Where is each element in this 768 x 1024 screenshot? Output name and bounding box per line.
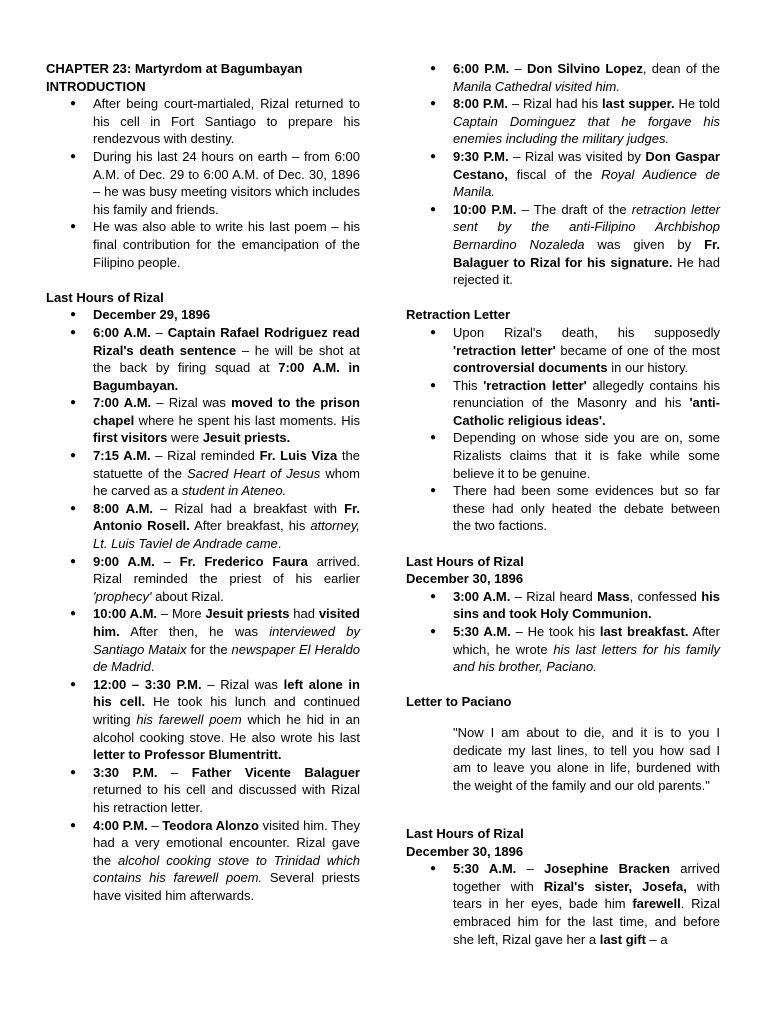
text-run: – [509, 61, 527, 76]
text-run: for the [186, 641, 232, 657]
text-run: He was also able to write his last poem – his final contribution for the emancipation of the Filipino people. [93, 219, 360, 270]
text-run: 7:15 A.M. [93, 448, 151, 464]
retraction-heading: Retraction Letter [406, 307, 511, 323]
text-run: Don Gaspar Cestano, [453, 148, 720, 182]
text-run: After then, he was [119, 624, 270, 639]
text-run: 3:30 P.M. [93, 764, 158, 780]
text-run: was given by [584, 236, 705, 252]
list-item [406, 623, 720, 676]
text-run: interviewed by Santiago Mataix [93, 624, 360, 657]
text-run: 6:00 P.M. [453, 61, 510, 76]
intro-list [46, 95, 360, 271]
text-run: which he hid in an alcohol cooking stove. He also wrote his last [93, 711, 361, 745]
text-run: 6:00 A.M. [93, 324, 151, 340]
text-run: 12:00 – 3:30 P.M. [93, 676, 202, 692]
text-run: fiscal of the [507, 166, 602, 182]
last-hours-heading-2: Last Hours of Rizal [406, 553, 524, 569]
list-item [406, 148, 720, 201]
list-item [406, 95, 720, 148]
text-run: arrived. Rizal reminded the priest of his earlier [93, 553, 360, 587]
text-run: Fr. Antonio Rosell. [93, 500, 361, 534]
text-run: retraction letter sent by the anti-Filipino Archbishop Bernardino Nozaleda [453, 201, 720, 252]
text-run: This [453, 377, 484, 393]
text-run: Jesuit priests. [202, 430, 291, 446]
list-item [46, 447, 360, 500]
text-run: Manila Cathedral visited him. [453, 78, 620, 94]
evening-events-list [406, 60, 720, 289]
list-item [46, 95, 360, 148]
text-run: – More [157, 606, 206, 622]
list-item [406, 201, 720, 289]
text-run: He had rejected it. [453, 254, 720, 288]
text-run: Josephine Bracken [544, 861, 670, 877]
text-run: became of one of the most [555, 342, 721, 358]
text-run: Royal Audience de Manila. [453, 166, 720, 200]
text-run: alcohol cooking stove to Trinidad which contains his farewell poem. [93, 852, 361, 886]
text-run: December 29, 1896 [93, 307, 211, 323]
list-item [406, 860, 720, 948]
text-run: allegedly contains his renunciation of the Masonry and his [453, 377, 720, 411]
text-run: – Rizal heard [510, 588, 598, 604]
text-run: attorney, Lt. Luis Taviel de Andrade came [93, 518, 360, 552]
text-run: – [157, 764, 192, 780]
text-run: He told [674, 96, 720, 112]
text-run: – he will be shot at the back by firing squad at [93, 342, 360, 376]
text-run: After which, he wrote [453, 624, 720, 657]
list-item [46, 324, 360, 394]
text-run: – [147, 817, 163, 833]
text-run: 9:00 A.M. [93, 553, 155, 569]
list-item [46, 148, 360, 218]
last-hours-heading-3: Last Hours of Rizal [406, 825, 524, 841]
text-run: whom he carved as a [93, 465, 361, 499]
text-run: 'retraction letter' [483, 377, 587, 393]
text-run: . Rizal embraced him for the last time, and before she left, Rizal gave her a [453, 896, 720, 947]
text-run: , confessed [629, 588, 702, 604]
list-item [46, 500, 360, 553]
text-run: Jesuit priests [205, 606, 290, 622]
text-run: – Rizal was visited by [508, 148, 646, 164]
list-item [406, 60, 720, 95]
text-run: There had been some evidences but so far these had only heated the debate between the two factions. [453, 483, 720, 534]
last-hours-list [46, 306, 360, 904]
text-run: 10:00 A.M. [93, 606, 158, 622]
text-run: student in Ateneo. [181, 483, 287, 499]
list-item [46, 394, 360, 447]
left-column [46, 60, 360, 905]
text-run: 5:30 A.M. [453, 861, 517, 877]
text-run: left alone in his cell. [93, 676, 360, 710]
chapter-title: CHAPTER 23: Martyrdom at Bagumbayan [46, 61, 303, 76]
text-run: – [154, 553, 180, 569]
retraction-list [406, 324, 720, 535]
intro-heading: INTRODUCTION [46, 78, 146, 94]
letter-quote: "Now I am about to die, and it is to you I dedicate my last lines, to tell you how sad I am to leave you alone in life, burdened with the weight of the family and our old parents." [453, 724, 720, 793]
list-item [46, 553, 360, 606]
list-item [46, 218, 360, 271]
text-run: – a [645, 931, 668, 947]
list-item [406, 588, 720, 623]
text-run: his farewell poem [136, 711, 242, 727]
text-run: Captain Rafael Rodriguez read Rizal's death sentence [93, 324, 360, 358]
text-run: . [150, 659, 155, 675]
text-run: the statuette of the [93, 448, 361, 481]
list-item [406, 482, 720, 535]
last-hours-heading: Last Hours of Rizal [46, 289, 164, 305]
text-run: 8:00 P.M. [453, 96, 508, 112]
text-run: 3:00 A.M. [453, 588, 511, 604]
text-run: last supper. [602, 96, 675, 112]
text-run: moved to the prison chapel [93, 395, 360, 428]
text-run: Fr. Balaguer to Rizal for his signature. [453, 236, 720, 270]
text-run: . [277, 536, 282, 552]
list-item [406, 377, 720, 430]
text-run: arrived together with [453, 861, 720, 894]
text-run: Fr. Frederico Faura [179, 553, 308, 569]
text-run: Sacred Heart of Jesus [187, 465, 321, 481]
text-run: newspaper El Heraldo de Madrid [93, 641, 360, 675]
text-run: , dean of the [642, 61, 720, 76]
text-run: with tears in her eyes, bade him [453, 878, 721, 912]
text-run: returned to his cell and discussed with Rizal his retraction letter. [93, 782, 360, 815]
text-run: letter to Professor Blumentritt. [93, 747, 282, 763]
text-run: about Rizal. [151, 588, 224, 604]
text-run: last gift [599, 931, 646, 947]
text-run: 5:30 A.M. [453, 624, 511, 639]
text-run: – He took his [510, 624, 600, 639]
text-run: 7:00 A.M. [93, 395, 152, 411]
text-run: farewell [632, 896, 681, 912]
text-run: Mass [597, 588, 630, 604]
text-run: Captain Dominguez that he forgave his enemies including the military judges. [453, 113, 720, 147]
text-run: 'prophecy' [93, 588, 152, 604]
text-run: 8:00 A.M. [93, 500, 154, 516]
list-item [46, 605, 360, 675]
text-run: 9:30 P.M. [453, 148, 509, 164]
text-run: first visitors [93, 430, 168, 446]
text-run: his last letters for his family and his brother, Paciano. [453, 641, 721, 675]
text-run: After being court-martialed, Rizal returned to his cell in Fort Santiago to prepare his rendezvous with destiny. [93, 96, 360, 147]
text-run: – [150, 324, 168, 340]
text-run: Don Silvino Lopez [526, 61, 643, 76]
farewell-events-list [406, 860, 720, 948]
text-run: – Rizal had his [507, 96, 603, 112]
text-run: Teodora Alonzo [162, 817, 259, 833]
text-run: Several priests have visited him afterwards. [93, 870, 360, 903]
text-run: – Rizal was [201, 676, 284, 692]
list-item [46, 764, 360, 817]
date-heading-2: December 30, 1896 [406, 571, 524, 587]
text-run: visited him. They had a very emotional encounter. Rizal gave the [93, 817, 360, 868]
text-run: were [167, 430, 203, 446]
list-item [46, 306, 360, 324]
text-run: Fr. Luis Viza [259, 448, 338, 464]
text-run: where he spent his last moments. His [134, 412, 360, 428]
text-run: his sins and took Holy Communion. [453, 588, 720, 622]
letter-heading: Letter to Paciano [406, 694, 512, 710]
text-run: – The draft of the [516, 201, 632, 217]
right-column [406, 60, 720, 948]
text-run: – Rizal had a breakfast with [153, 500, 345, 516]
text-run: He took his lunch and continued writing [93, 694, 360, 727]
text-run: Father Vicente Balaguer [191, 764, 360, 780]
text-run: 7:00 A.M. in Bagumbayan. [93, 360, 360, 393]
text-run: 10:00 P.M. [453, 201, 517, 217]
morning-events-list [406, 588, 720, 676]
text-run: 4:00 P.M. [93, 817, 148, 833]
date-heading-3: December 30, 1896 [406, 843, 524, 859]
text-run: During his last 24 hours on earth – from 6:00 A.M. of Dec. 29 to 6:00 A.M. of Dec. 30, 1896 – he was busy meeting visitors which includes his family and friends. [93, 148, 360, 217]
text-run: Depending on whose side you are on, some Rizalists claims that it is fake while some believe it to be genuine. [453, 430, 720, 481]
list-item [46, 817, 360, 905]
list-item [406, 429, 720, 482]
text-run: 'retraction letter' [453, 342, 556, 358]
text-run: After breakfast, his [189, 518, 311, 534]
text-run: had [289, 606, 319, 622]
text-run: 'anti-Catholic religious ideas'. [453, 395, 720, 428]
text-run: in our history. [607, 360, 689, 376]
text-run: – Rizal was [151, 395, 232, 411]
text-run: Upon Rizal's death, his supposedly [453, 324, 720, 340]
text-run: visited him. [93, 606, 360, 639]
text-run: – [516, 861, 545, 877]
text-run: – Rizal reminded [150, 448, 260, 464]
text-run: controversial documents [453, 360, 608, 376]
text-run: Rizal's sister, Josefa, [543, 878, 687, 894]
list-item [46, 676, 360, 764]
text-run: last breakfast. [599, 624, 689, 639]
list-item [406, 324, 720, 377]
